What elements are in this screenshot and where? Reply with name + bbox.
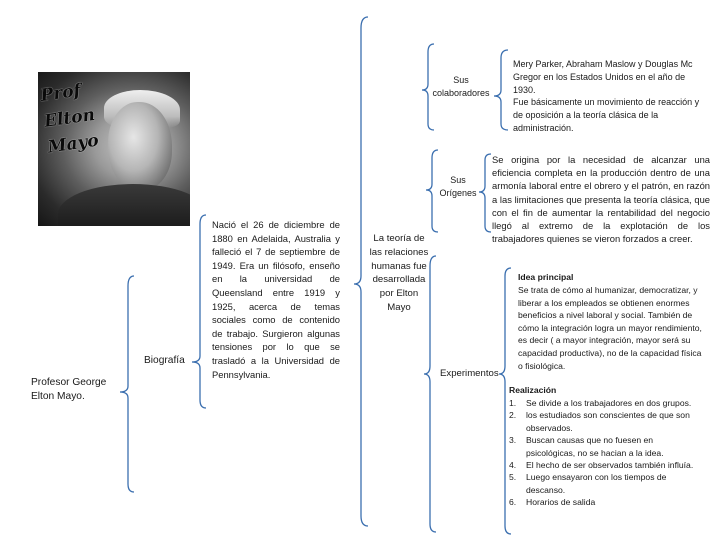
colaboradores-movement: Fue básicamente un movimiento de reacción y de oposición a la teoría clásica de la administración. [513,97,700,133]
origenes-label: Sus Orígenes [439,175,477,198]
experimentos-label: Experimentos [440,368,499,379]
biografia-text: Nació el 26 de diciembre de 1880 en Adelaida, Australia y falleció el 7 de septiembre de 1949. Era un filósofo, enseño en la universidad de Queensland entre 1919 y 1925, acerca de temas sociales como de contenido de trabajo. Surgieron algunas tensiones por lo que se trasladó a la Universidad de Pennsylvania. [212,219,340,380]
step-item: 3. Buscan causas que no fuesen en psicológicas, no se hacian a la idea. [509,435,664,458]
colaboradores-inner-bracket [494,50,508,130]
steps-list [509,397,701,509]
origenes-text: Se origina por la necesidad de alcanzar una eficiencia completa en la producción dentro de una armonía laboral entre el obrero y el patrón, en razón a las limitaciones que presenta la teoría clásica, que con el fin de aumentar la rentabilidad del negocio llegó al extremo de la explotación de los trabajadores quienes se vieron forzados a creer. [492,154,710,245]
idea-principal-title: Idea principal [518,272,574,282]
realizacion-steps [509,397,701,509]
idea-principal-text: Se trata de cómo al humanizar, democratizar, y liberar a los empleados se obtienen enormes beneficios a nivel laboral y social. También de cómo la integración logra un mayor rendimiento, es decir ( a mayor integración, mayor será su capacidad productiva), no de la capacidad física o fisiológica. [518,285,702,371]
teoria-label: La teoría de las relaciones humanas fue desarrollada por Elton Mayo [369,233,429,313]
step-item: 4. El hecho de ser observados también influía. [509,460,694,471]
colaboradores-names: Mery Parker, Abraham Maslow y Douglas Mc Gregor en los Estados Unidos en el año de 1930. [513,59,693,95]
step-item: 1. Se divide a los trabajadores en dos grupos. [509,398,692,408]
step-item: 2. los estudiados son conscientes de que son observados. [509,410,690,433]
colaboradores-label: Sus colaboradores [432,75,490,98]
teoria-bracket [354,17,368,526]
biografia-label: Biografía [144,355,185,366]
step-item: 6. Horarios de salida [509,497,596,508]
root-label: Profesor George Elton Mayo. [31,377,107,402]
realizacion-title: Realización [509,385,557,395]
biografia-bracket [192,215,206,408]
elton-mayo-photo [38,72,190,226]
step-item: 5. Luego ensayaron con los tiempos de descanso. [509,472,667,495]
photo-handwritten-caption: Prof Elton Mayo [39,80,100,158]
root-bracket [120,276,134,492]
photo-coat [58,184,190,226]
origenes-inner-bracket [479,154,491,232]
